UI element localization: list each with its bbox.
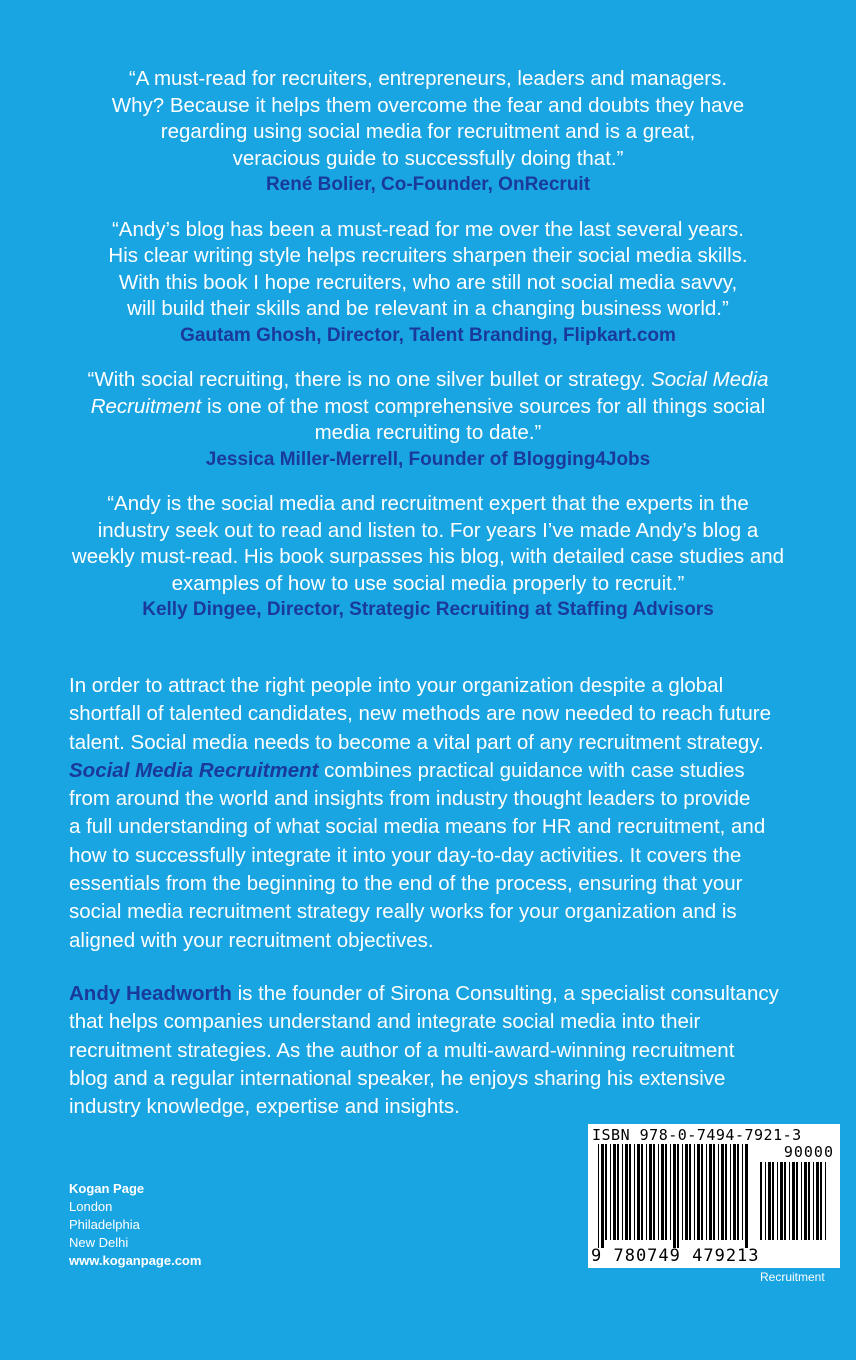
testimonial-1 <box>40 66 816 199</box>
quote-line: examples of how to use social media properly to recruit.” <box>171 571 685 595</box>
desc-line: talent. Social media needs to become a vital part of any recruitment strategy. <box>69 730 764 754</box>
quote-attribution: Kelly Dingee, Director, Strategic Recruiting at Staffing Advisors <box>142 599 714 620</box>
quote-line <box>40 367 816 394</box>
quote-line: weekly must-read. His book surpasses his blog, with detailed case studies and <box>71 545 785 568</box>
testimonial-4 <box>40 491 816 624</box>
quote-line: industry seek out to read and listen to. For years I’ve made Andy’s blog a <box>97 518 759 542</box>
testimonial-2 <box>40 217 816 350</box>
quote-line: “A must-read for recruiters, entrepreneurs, leaders and managers. <box>128 67 728 90</box>
desc-line: social media recruitment strategy really works for your organization and is <box>69 900 737 924</box>
quote-line: “Andy is the social media and recruitment expert that the experts in the <box>107 492 749 515</box>
category-label: Recruitment <box>760 1270 825 1284</box>
desc-line: shortfall of talented candidates, new methods are now needed to reach future <box>69 702 772 726</box>
author-name: Andy Headworth <box>69 982 232 1005</box>
bio-line: blog and a regular international speaker, he enjoys sharing his extensive <box>69 1066 726 1090</box>
quote-line <box>40 394 816 421</box>
desc-line <box>69 757 829 785</box>
publisher-city: Philadelphia <box>69 1217 140 1232</box>
bio-line: recruitment strategies. As the author of a multi-award-winning recruitment <box>69 1038 735 1062</box>
book-title-italic: Social Media <box>651 368 769 391</box>
addon-digits: 90000 <box>783 1143 834 1161</box>
isbn-text: ISBN 978-0-7494-7921-3 <box>592 1126 802 1144</box>
quote-line: will build their skills and be relevant in a changing business world.” <box>127 297 729 320</box>
testimonials <box>40 66 816 642</box>
quote-text: is one of the most comprehensive sources for all things social <box>206 394 766 418</box>
ean13-bars <box>598 1144 750 1248</box>
desc-line: a full understanding of what social media means for HR and recruitment, and <box>69 815 766 839</box>
publisher-block <box>69 1180 201 1270</box>
publisher-name: Kogan Page <box>69 1181 145 1196</box>
quote-line: regarding using social media for recruitment and is a great, <box>160 120 696 143</box>
book-title-italic: Recruitment <box>90 394 202 418</box>
testimonial-3 <box>40 367 816 473</box>
quote-attribution: Jessica Miller-Merrell, Founder of Blogging4Jobs <box>205 448 651 470</box>
quote-line: Why? Because it helps them overcome the fear and doubts they have <box>111 93 745 117</box>
quote-text: “With social recruiting, there is no one silver bullet or strategy. <box>87 368 646 391</box>
quote-line: His clear writing style helps recruiters sharpen their social media skills. <box>108 244 748 267</box>
book-title: Social Media Recruitment <box>69 758 319 782</box>
bio-line <box>69 980 829 1008</box>
desc-line: how to successfully integrate it into your day-to-day activities. It covers the <box>69 843 742 867</box>
quote-line: media recruiting to date.” <box>314 421 542 444</box>
publisher-city: London <box>69 1199 113 1214</box>
quote-line: With this book I hope recruiters, who are still not social media savvy, <box>118 270 738 294</box>
bio-line: that helps companies understand and integrate social media into their <box>69 1010 701 1034</box>
desc-text: combines practical guidance with case studies <box>318 758 745 782</box>
bio-line: industry knowledge, expertise and insights. <box>69 1095 460 1119</box>
publisher-city: New Delhi <box>69 1235 129 1250</box>
quote-line: “Andy’s blog has been a must-read for me over the last several years. <box>111 217 745 241</box>
quote-attribution: Gautam Ghosh, Director, Talent Branding, Flipkart.com <box>180 324 676 346</box>
desc-line: from around the world and insights from industry thought leaders to provide <box>69 787 751 811</box>
book-description <box>69 672 829 955</box>
isbn-barcode <box>588 1124 840 1268</box>
author-bio <box>69 980 829 1121</box>
bio-text: is the founder of Sirona Consulting, a specialist consultancy <box>231 982 779 1005</box>
publisher-url: www.koganpage.com <box>69 1253 202 1268</box>
desc-line: In order to attract the right people into your organization despite a global <box>69 674 724 697</box>
quote-attribution: René Bolier, Co-Founder, OnRecruit <box>265 174 591 195</box>
desc-line: aligned with your recruitment objectives. <box>69 928 434 952</box>
ean-digits: 9 780749 479213 <box>591 1246 760 1266</box>
quote-line: veracious guide to successfully doing that.” <box>232 146 624 170</box>
addon-bars <box>760 1162 830 1248</box>
desc-line: essentials from the beginning to the end of the process, ensuring that your <box>69 872 743 896</box>
